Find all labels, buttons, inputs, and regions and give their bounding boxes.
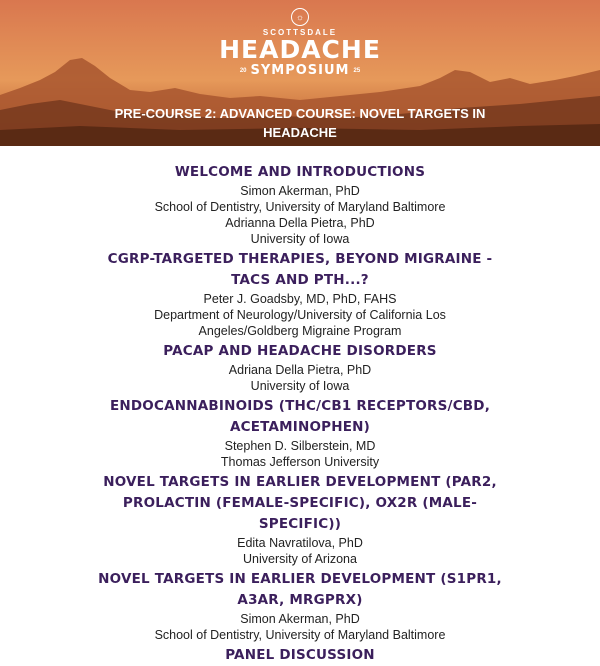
session-item — [0, 645, 600, 666]
session-title: CGRP-TARGETED THERAPIES, BEYOND MIGRAINE - TACS AND PTH...? — [107, 251, 493, 288]
logo-main-text: HEADACHE — [219, 35, 381, 64]
session-title: ENDOCANNABINOIDS (THC/CB1 RECEPTORS/CBD, ACETAMINOPHEN) — [109, 398, 491, 435]
speaker-line: University of Iowa — [250, 232, 350, 246]
session-title: PANEL DISCUSSION — [225, 647, 375, 663]
program-list — [0, 146, 600, 666]
session-item — [0, 249, 600, 339]
session-item — [0, 162, 600, 247]
speaker-list — [0, 438, 600, 470]
speaker-line: University of Iowa — [250, 379, 350, 393]
speaker-line: Adriana Della Pietra, PhD — [228, 363, 372, 377]
logo-top-text: SCOTTSDALE — [262, 28, 338, 37]
course-title: PRE-COURSE 2: ADVANCED COURSE: NOVEL TARGETS IN HEADACHE — [114, 106, 486, 140]
speaker-line: Stephen D. Silberstein, MD — [224, 439, 376, 453]
header-banner — [0, 0, 600, 146]
sun-emblem-icon: ☼ — [291, 8, 309, 26]
session-title: NOVEL TARGETS IN EARLIER DEVELOPMENT (S1PR1, A3AR, MRGPRX) — [98, 571, 502, 608]
session-title: NOVEL TARGETS IN EARLIER DEVELOPMENT (PAR2, PROLACTIN (FEMALE-SPECIFIC), OX2R (MALE-SPECIFIC)) — [103, 474, 497, 532]
session-item — [0, 569, 600, 643]
session-title: WELCOME AND INTRODUCTIONS — [174, 164, 426, 180]
speaker-list — [0, 183, 600, 247]
speaker-list — [0, 291, 600, 339]
speaker-line: Angeles/Goldberg Migraine Program — [198, 324, 402, 338]
session-item — [0, 341, 600, 394]
speaker-list — [0, 362, 600, 394]
symposium-logo — [0, 8, 600, 78]
speaker-line: Simon Akerman, PhD — [240, 612, 360, 626]
session-item — [0, 472, 600, 567]
speaker-line: Adrianna Della Pietra, PhD — [225, 216, 375, 230]
speaker-line: School of Dentistry, University of Maryland Baltimore — [154, 628, 446, 642]
speaker-line: Peter J. Goadsby, MD, PhD, FAHS — [203, 292, 397, 306]
session-item — [0, 396, 600, 470]
logo-year-right: 25 — [353, 67, 361, 74]
logo-year-left: 20 — [239, 67, 247, 74]
speaker-line: University of Arizona — [243, 552, 357, 566]
speaker-list — [0, 611, 600, 643]
session-title: PACAP AND HEADACHE DISORDERS — [163, 343, 437, 359]
logo-sub-text: SYMPOSIUM — [250, 63, 350, 78]
speaker-line: Simon Akerman, PhD — [240, 184, 360, 198]
speaker-line: Thomas Jefferson University — [220, 455, 380, 469]
speaker-line: Edita Navratilova, PhD — [237, 536, 363, 550]
speaker-line: Department of Neurology/University of California Los — [154, 308, 446, 322]
speaker-line: School of Dentistry, University of Maryland Baltimore — [154, 200, 446, 214]
speaker-list — [0, 535, 600, 567]
